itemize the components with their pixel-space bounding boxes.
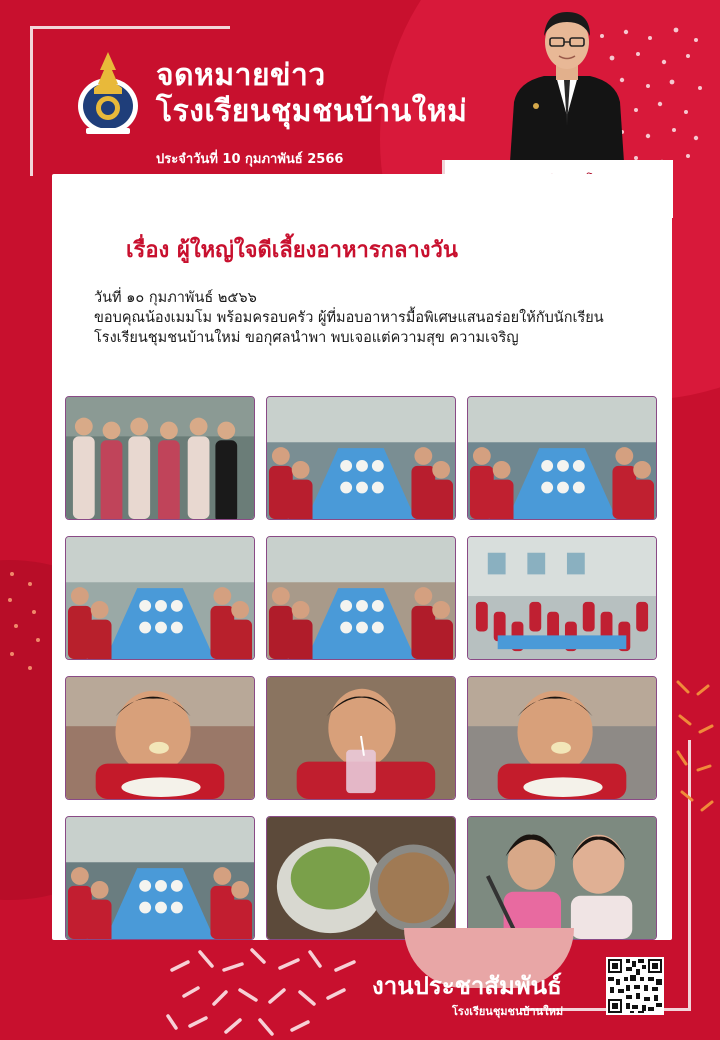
- photo-hall-table: [267, 537, 455, 659]
- event-photo: [467, 816, 657, 940]
- photo-table-kids: [267, 397, 455, 519]
- event-photo: [467, 676, 657, 800]
- newsletter-title: จดหมายข่าว: [156, 58, 326, 93]
- article-text: ขอบคุณน้องเมมโม พร้อมครอบครัว ผู้ที่มอบอาหารมื้อพิเศษแสนอร่อยให้กับนักเรียนโรงเรียนชุมชนบ้านใหม่ ขอกุศลนำพา พบเจอแต่ความสุข ความเจริญ: [94, 310, 604, 346]
- event-photo: [266, 816, 456, 940]
- director-portrait: [504, 6, 630, 162]
- decorative-sprinkles: [160, 940, 380, 1040]
- school-emblem-icon: [72, 48, 144, 140]
- photo-hall-wide: [468, 537, 656, 659]
- photo-hall-table: [66, 817, 254, 939]
- event-photo: [266, 396, 456, 520]
- photo-hall-table: [66, 537, 254, 659]
- photo-child-eating: [66, 677, 254, 799]
- decorative-dots: [0, 560, 52, 720]
- footer-school-name: โรงเรียนชุมชนบ้านใหม่: [452, 1005, 564, 1018]
- event-photo: [65, 676, 255, 800]
- article-headline: เรื่อง ผู้ใหญ่ใจดีเลี้ยงอาหารกลางวัน: [126, 238, 458, 263]
- photo-family-group: [66, 397, 254, 519]
- issue-date: ประจำวันที่ 10 กุมภาพันธ์ 2566: [156, 152, 344, 167]
- event-photo: [65, 536, 255, 660]
- photo-child-drinking: [267, 677, 455, 799]
- event-photo: [467, 396, 657, 520]
- article-body: [94, 288, 654, 348]
- pr-department-label: งานประชาสัมพันธ์: [372, 972, 562, 1000]
- event-photo: [65, 816, 255, 940]
- event-photo: [65, 396, 255, 520]
- event-photo: [266, 676, 456, 800]
- event-photo: [467, 536, 657, 660]
- school-name-title: โรงเรียนชุมชนบ้านใหม่: [156, 94, 468, 129]
- photo-child-eating: [468, 677, 656, 799]
- article-date: วันที่ ๑๐ กุมภาพันธ์ ๒๕๖๖: [94, 290, 257, 306]
- event-photo: [266, 536, 456, 660]
- article-card: [52, 174, 672, 940]
- qr-code-icon[interactable]: [606, 957, 664, 1015]
- photo-women-selfie: [468, 817, 656, 939]
- photo-food: [267, 817, 455, 939]
- photo-table-kids: [468, 397, 656, 519]
- decorative-dashes: [668, 672, 720, 832]
